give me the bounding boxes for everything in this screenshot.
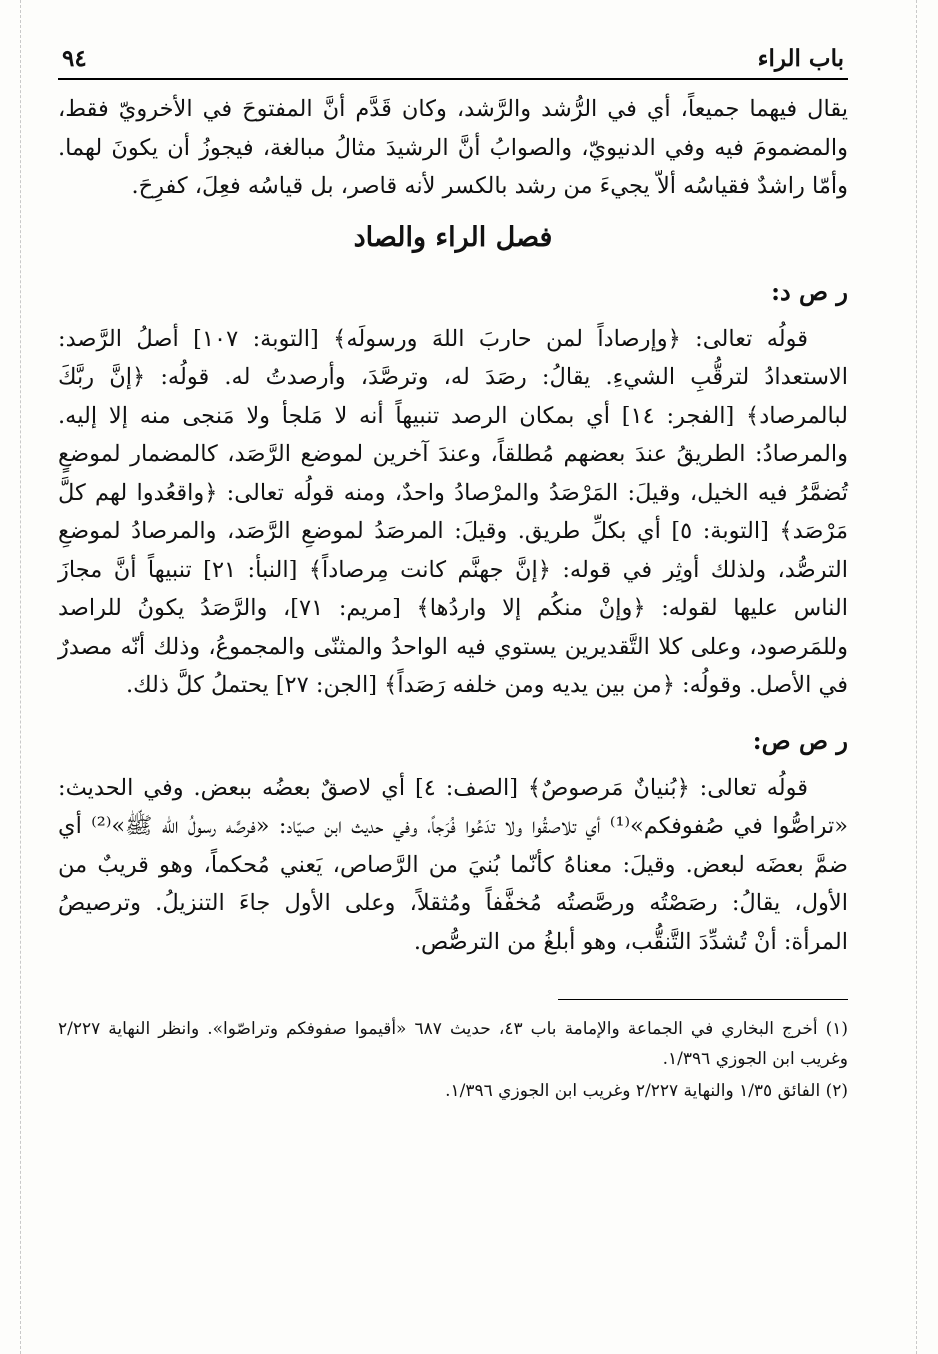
chapter-title: باب الراء [757,45,844,72]
entry-root-heading: ر ص د: [771,276,848,306]
header-rule [58,78,848,80]
section-title: فصل الراء والصاد [353,221,553,253]
scan-guide-line [916,0,918,1354]
scan-guide-line [20,0,22,1354]
entry-body: قولُه تعالى: ﴿بُنيانٌ مَرصوصٌ﴾ [الصف: ٤] أي لاصقٌ بعضُه ببعض. وفي الحديث: «تراصُّوا في صُفوفكم»⁽¹⁾ أي تلاصقُوا ولا تدَعُوا فُرَجاً، وفي حديث ابن صيّاد: «فرصَّه رسولُ الله ﷺ»⁽²⁾ أي ضمَّ بعضَه لبعض. وقيلَ: معناهُ كأنّما بُنيَ من الرَّصاص، يَعني مُحكماً، وهو قريبٌ من الأول، يقالُ: رصَصْتُه ورصَّصتُه مُخفَّفاً ومُثقلاً، وعلى الأول جاءَ التنزيلُ. وترصيصُ المرأة: أنْ تُشدِّدَ التَّنقُّب، وهو أبلغُ من الترصُّص. [58,774,849,955]
footnote: (١) أخرج البخاري في الجماعة والإمامة باب ٤٣، حديث ٦٨٧ «أقيموا صفوفكم وتراصّوا». وانظر النهاية ٢/٢٢٧ وغريب ابن الجوزي ١/٣٩٦. [58,1019,849,1069]
book-page [58,40,848,1330]
page-number: ٩٤ [62,45,87,72]
entry-root-heading: ر ص ص: [752,725,848,755]
footnote: (٢) الفائق ١/٣٥ والنهاية ٢/٢٢٧ وغريب ابن الجوزي ١/٣٩٦. [445,1081,848,1101]
page-header [58,40,848,78]
intro-paragraph: يقال فيهما جميعاً، أي في الرُّشد والرَّشد، وكان قَدَّم أنَّ المفتوحَ في الأخرويّ فقط، والمضمومَ فيه وفي الدنيويّ، والصوابُ أنَّ الرشيدَ مثالُ مبالغة، فيجوزُ أن يكونَ لهما. وأمّا راشدٌ فقياسُه ألاّ يجيءَ من رشد بالكسر لأنه قاصر، بل قياسُه فعِلَ، كفرِحَ. [58,96,848,199]
entry-body: قولُه تعالى: ﴿وإرصاداً لمن حاربَ اللهَ ورسولَه﴾ [التوبة: ١٠٧] أصلُ الرَّصد: الاستعدادُ لترقُّبِ الشيءِ. يقالُ: رصَدَ له، وترصَّدَ، وأرصدتُ له. قولُه: ﴿إنَّ ربَّكَ لبالمرصاد﴾ [الفجر: ١٤] أي بمكان الرصد تنبيهاً أنه لا مَلجأ ولا مَنجى منه إلا إليه. والمرصادُ: الطريقُ عندَ بعضهم مُطلقاً، وعندَ آخرين لموضع الرَّصَد، كالمضمار لموضعٍ تُضمَّرُ فيه الخيل، وقيلَ: المَرْصَدُ والمرْصادُ واحدٌ، ومنه قولُه تعالى: ﴿واقعُدوا لهم كلَّ مَرْصَد﴾ [التوبة: ٥] أي بكلِّ طريق. وقيلَ: المرصَدُ لموضعِ الرَّصَد، والمرصادُ لموضعِ الترصُّد، ولذلك أوثِر في قوله: ﴿إنَّ جهنَّم كانت مِرصاداً﴾ [النبأ: ٢١] تنبيهاً أنَّ مجازَ الناس عليها لقوله: ﴿وإنْ منكُم إلا واردُها﴾ [مريم: ٧١]، والرَّصَدُ يكونُ للراصد وللمَرصود، وعلى كلا التَّقديرين يستوي فيه الواحدُ والمثنّى والمجموعُ، وذلك أنّه مصدرٌ في الأصل. وقولُه: ﴿من بين يديه ومن خلفه رَصَداً﴾ [الجن: ٢٧] يحتملُ كلَّ ذلك. [58,325,849,698]
footnote-rule [558,999,848,1000]
